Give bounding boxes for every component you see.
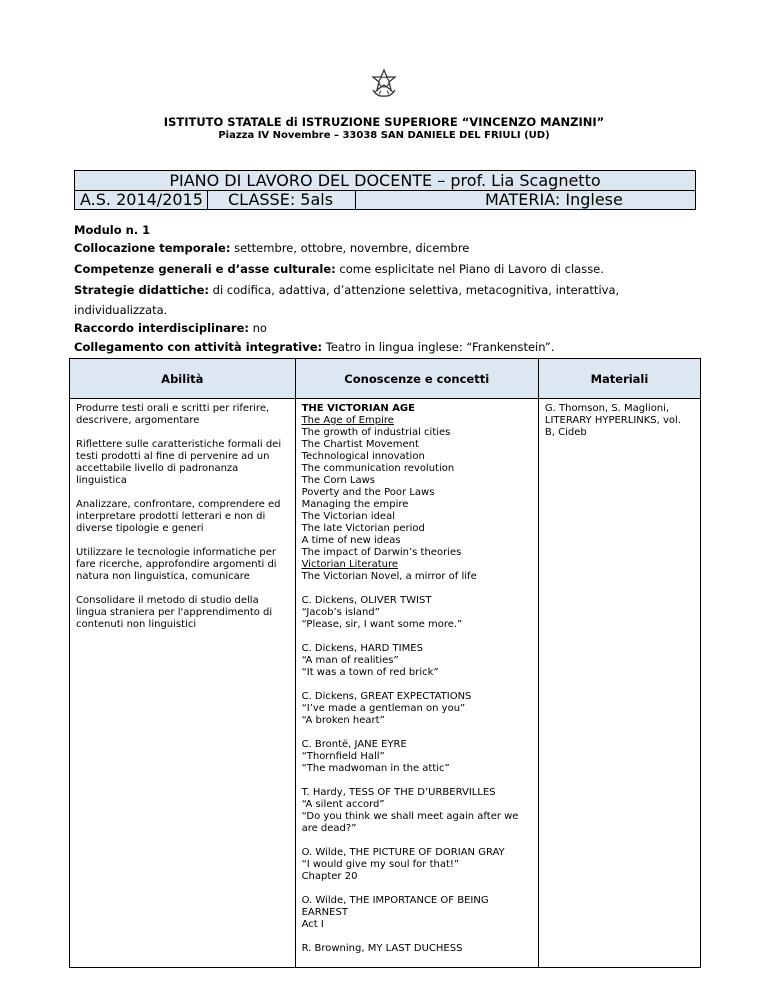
module-number: Modulo n. 1 [74,223,151,237]
work-excerpt: “Do you think we shall meet again after we are dead?” [301,811,519,834]
topic-item: Managing the empire [301,499,409,510]
work-excerpt: “Jacob’s island” [301,607,380,618]
work-block [302,691,532,727]
class-label: CLASSE: 5als [228,190,334,209]
topic-item: The Victorian ideal [301,511,395,522]
table-row [70,399,701,968]
work-block [302,595,532,631]
header-materiali: Materiali [538,359,700,399]
topic-item: A time of new ideas [301,535,401,546]
abilita-item: Consolidare il metodo di studio della lingua straniera per l'apprendimento di contenuti non linguistici [76,595,273,630]
work-title: C. Dickens, HARD TIMES [301,643,423,654]
work-excerpt: “A broken heart” [301,715,385,726]
work-title: O. Wilde, THE IMPORTANCE OF BEING EARNEST [301,895,489,918]
work-excerpt: “I’ve made a gentleman on you” [301,703,466,714]
school-name: ISTITUTO STATALE di ISTRUZIONE SUPERIORE “VINCENZO MANZINI” [163,115,605,129]
plan-header-box [74,170,696,210]
section-subheading: Victorian Literature [301,559,398,570]
school-address: Piazza IV Novembre – 33038 SAN DANIELE DEL FRIULI (UD) [218,130,550,141]
work-block [302,895,532,931]
work-block [302,643,532,679]
work-block [302,847,532,883]
raccordo-line: Raccordo interdisciplinare: no [74,321,267,335]
strategie-line-2: individualizzata. [74,303,168,317]
work-excerpt: “The madwoman in the attic” [301,763,450,774]
topic-item: The communication revolution [301,463,455,474]
school-year: A.S. 2014/2015 [80,190,203,209]
work-excerpt: “A man of realities” [301,655,399,666]
collocazione-line: Collocazione temporale: settembre, ottobre, novembre, dicembre [74,241,470,255]
topic-item: The growth of industrial cities [301,427,451,438]
work-block [302,943,532,955]
materiali-cell [538,399,700,968]
italian-republic-emblem-icon [370,68,398,98]
competenze-line: Competenze generali e d’asse culturale: come esplicitate nel Piano di Lavoro di classe. [74,262,604,276]
divider [207,191,208,209]
work-block [302,739,532,775]
work-title: O. Wilde, THE PICTURE OF DORIAN GRAY [301,847,505,858]
header-conoscenze: Conoscenze e concetti [295,359,538,399]
abilita-item: Utilizzare le tecnologie informatiche per fare ricerche, approfondire argomenti di natura non linguistica, comunicare [76,547,277,582]
work-excerpt: Chapter 20 [301,871,358,882]
plan-title: PIANO DI LAVORO DEL DOCENTE – prof. Lia Scagnetto [169,171,601,190]
abilita-item: Produrre testi orali e scritti per riferire, descrivere, argomentare [76,403,270,426]
topic-item: The Victorian Novel, a mirror of life [301,571,477,582]
section-subheading: The Age of Empire [301,415,394,426]
abilita-item: Analizzare, confrontare, comprendere ed interpretare prodotti letterari e non di diverse tipologie e generi [76,499,281,534]
work-excerpt: “I would give my soul for that!” [301,859,460,870]
conoscenze-cell [295,399,538,968]
plan-info-row [75,190,695,209]
victorian-age-block [302,403,532,583]
abilita-cell [70,399,296,968]
work-excerpt: “A silent accord” [301,799,385,810]
work-title: C. Brontë, JANE EYRE [301,739,407,750]
materiali-text: G. Thomson, S. Maglioni, LITERARY HYPERLINKS, vol. B, Cideb [544,403,681,438]
subject-label: MATERIA: Inglese [485,190,623,209]
work-title: R. Browning, MY LAST DUCHESS [301,943,463,954]
work-excerpt: Act I [301,919,324,930]
work-excerpt: “Please, sir, I want some more.” [301,619,463,630]
topic-item: The Chartist Movement [301,439,419,450]
section-heading: THE VICTORIAN AGE [301,403,415,414]
topic-item: Technological innovation [301,451,425,462]
collegamento-line: Collegamento con attività integrative: Teatro in lingua inglese: “Frankenstein”. [74,340,555,354]
work-title: T. Hardy, TESS OF THE D’URBERVILLES [301,787,496,798]
divider [355,191,356,209]
topic-item: The late Victorian period [301,523,425,534]
work-excerpt: “Thornfield Hall” [301,751,385,762]
header-abilita: Abilità [70,359,296,399]
table-header-row [70,359,701,399]
abilita-item: Riflettere sulle caratteristiche formali dei testi prodotti al fine di pervenire ad un accettabile livello di padronanza linguistica [76,439,282,486]
topic-item: The impact of Darwin’s theories [301,547,462,558]
work-block [302,787,532,835]
strategie-line: Strategie didattiche: di codifica, adattiva, d’attenzione selettiva, metacognitiva, interattiva, [74,283,620,297]
work-excerpt: “It was a town of red brick” [301,667,439,678]
module-table [69,358,701,968]
work-title: C. Dickens, GREAT EXPECTATIONS [301,691,472,702]
topic-item: The Corn Laws [301,475,375,486]
topic-item: Poverty and the Poor Laws [301,487,435,498]
work-title: C. Dickens, OLIVER TWIST [301,595,432,606]
